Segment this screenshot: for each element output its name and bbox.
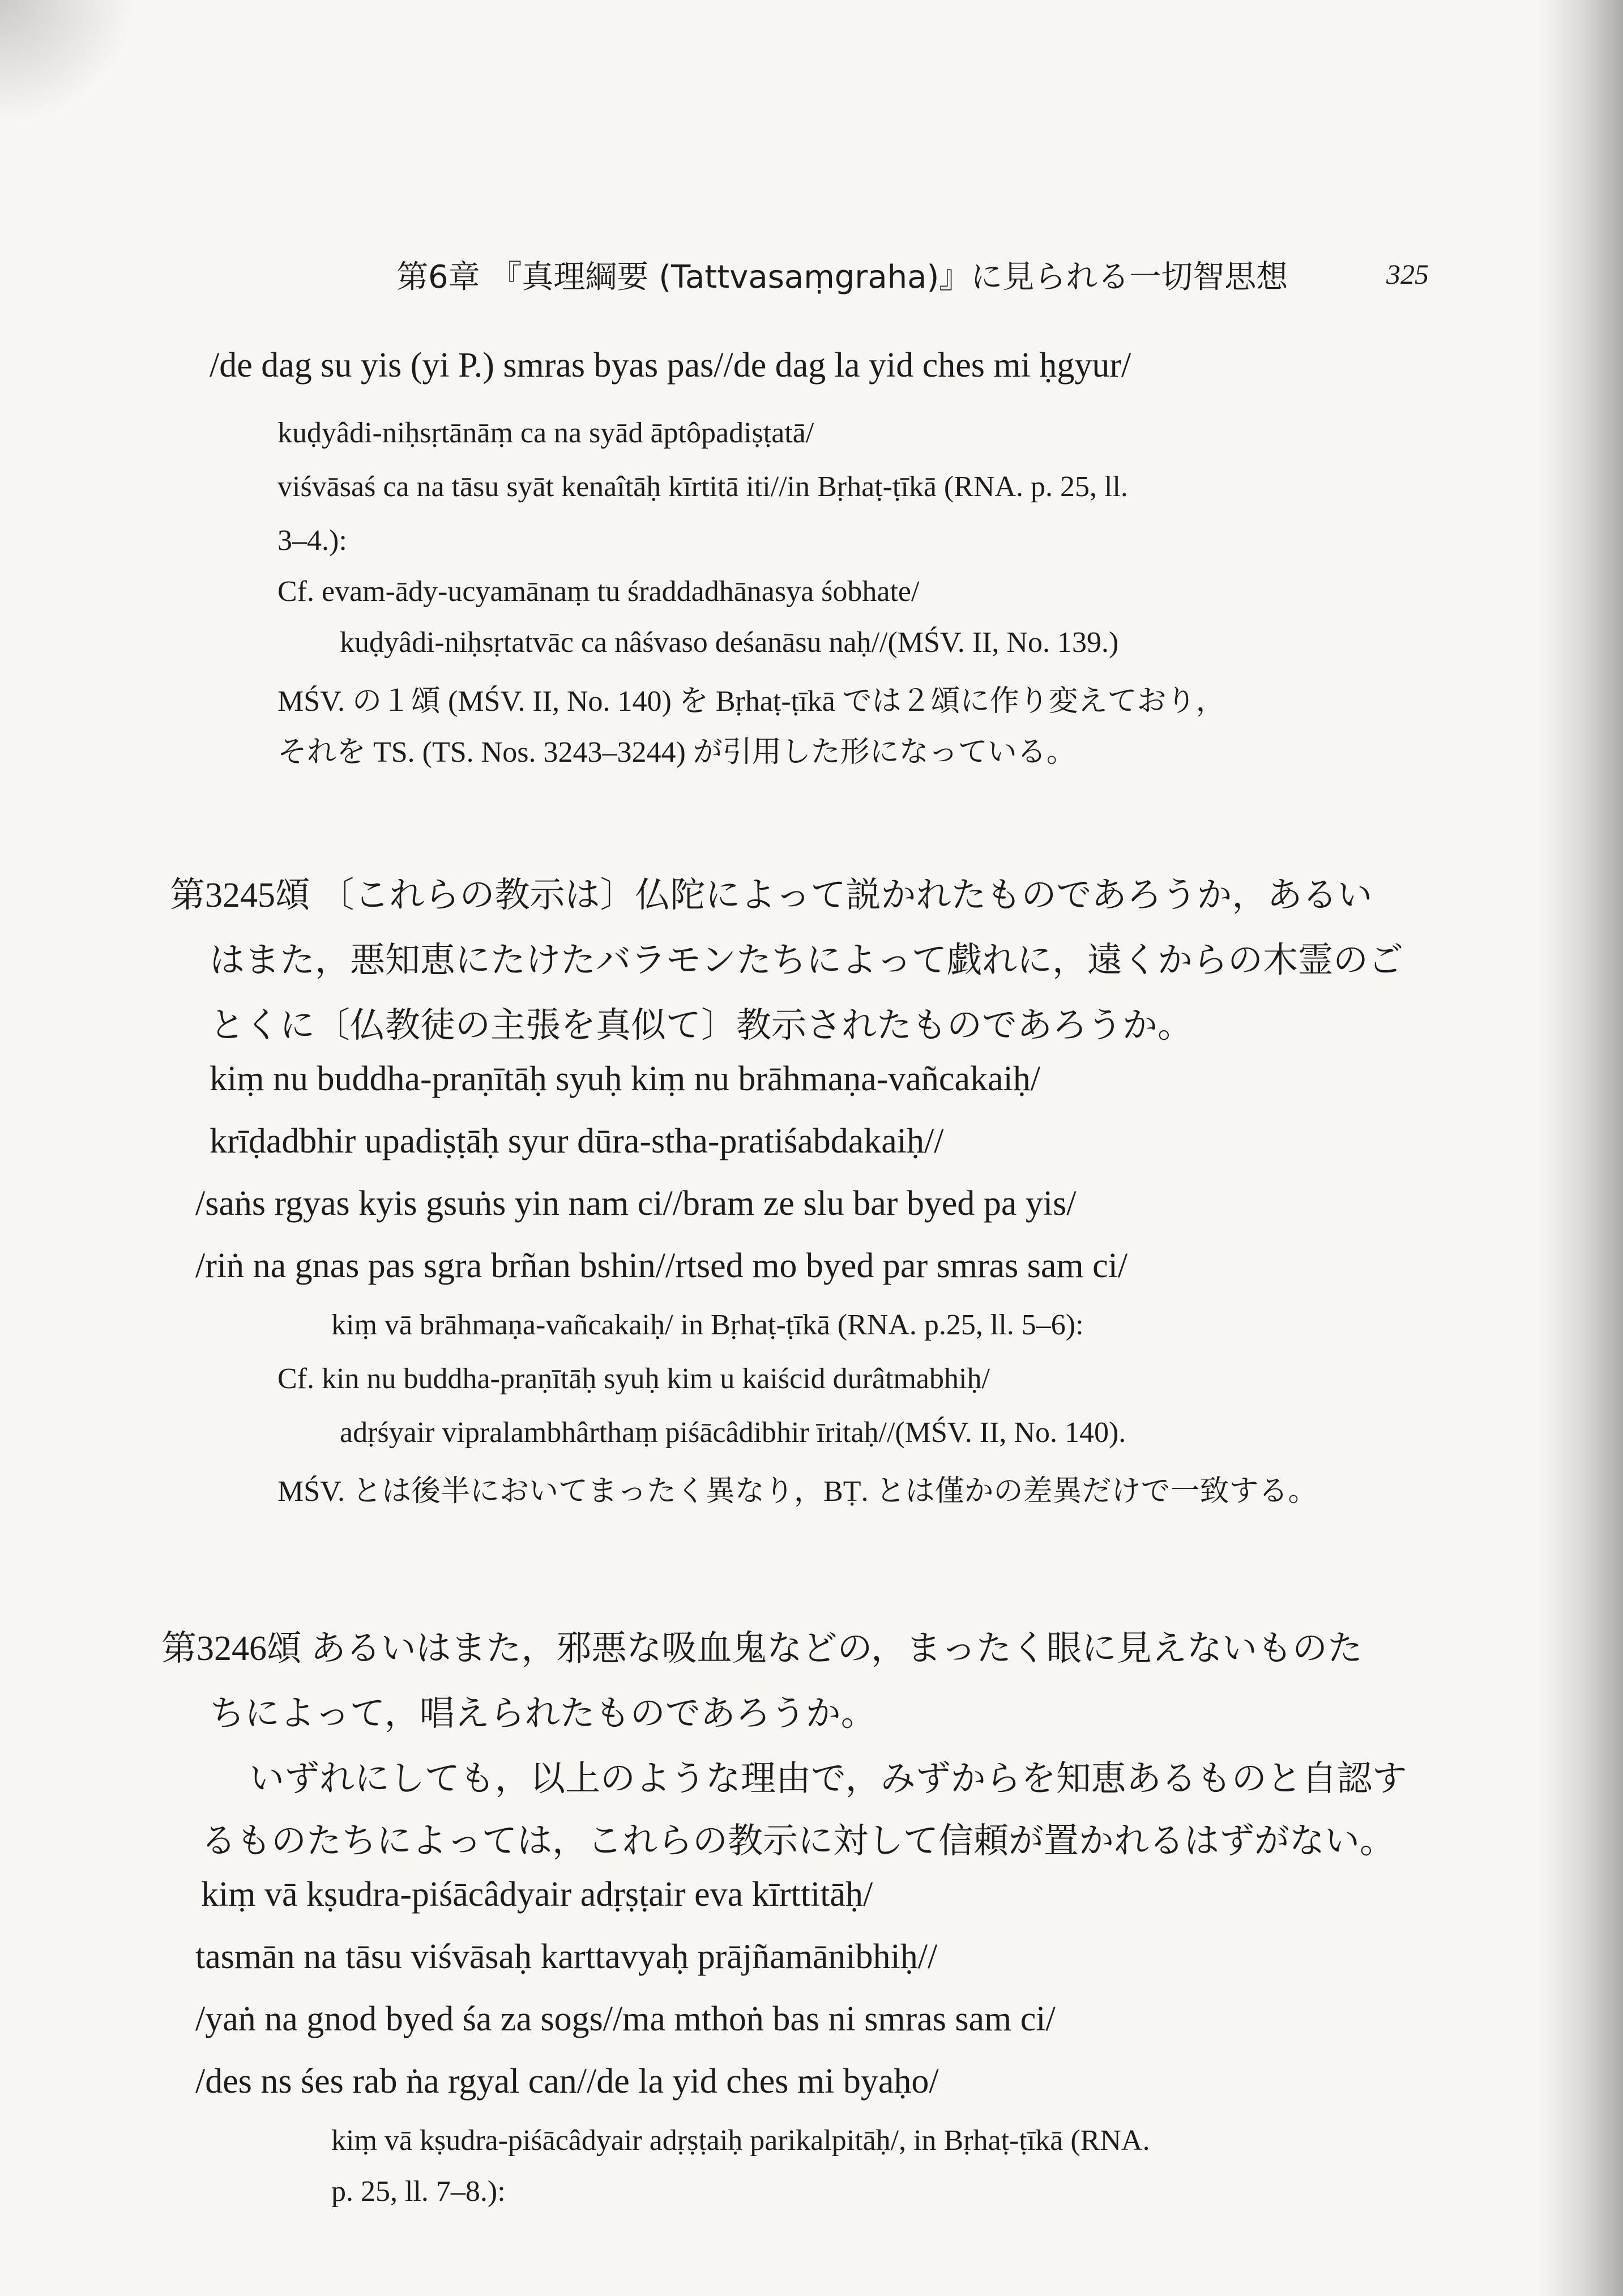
text-line: とくに〔仏教徒の主張を真似て〕教示されたものであろうか。 [210,1006,1193,1045]
text-line: kiṃ nu buddha-praṇītāḥ syuḥ kiṃ nu brāhmaṇa-vañcakaiḥ/ [210,1060,1040,1098]
page-number: 325 [1386,258,1429,290]
text-line: kuḍyâdi-niḥsṛtatvāc ca nâśvaso deśanāsu naḥ//(MŚV. II, No. 139.) [340,626,1119,659]
text-line: それを TS. (TS. Nos. 3243–3244) が引用した形になっている。 [277,736,1076,769]
text-line: MŚV. の１頌 (MŚV. II, No. 140) を Bṛhaṭ-ṭīkā では２頌に作り変えており， [277,685,1225,718]
text-line: /yaṅ na gnod byed śa za sogs//ma mthoṅ bas ni smras sam ci/ [195,2000,1056,2038]
text-line: p. 25, ll. 7–8.): [331,2175,506,2208]
text-line: Cf. evam-ādy-ucyamānaṃ tu śraddadhānasya śobhate/ [277,575,920,608]
running-header: 第6章 『真理綱要 (Tattvasaṃgraha)』に見られる一切智思想 [396,259,1288,296]
text-line: /riṅ na gnas pas sgra brñan bshin//rtsed mo byed par smras sam ci/ [195,1247,1128,1285]
text-line: Cf. kin nu buddha-praṇītāḥ syuḥ kim u kaiścid durâtmabhiḥ/ [277,1363,990,1395]
text-line: /de dag su yis (yi P.) smras byas pas//de dag la yid ches mi ḥgyur/ [210,346,1131,385]
text-line: MŚV. とは後半においてまったく異なり，BṬ. とは僅かの差異だけで一致する。 [277,1475,1318,1508]
text-line: ちによって，唱えられたものであろうか。 [210,1695,876,1733]
text-line: kiṃ vā brāhmaṇa-vañcakaiḥ/ in Bṛhaṭ-ṭīkā (RNA. p.25, ll. 5–6): [331,1309,1084,1341]
text-line: るものたちによっては，これらの教示に対して信頼が置かれるはずがない。 [201,1822,1395,1860]
text-line: 第3245頌 〔これらの教示は〕仏陀によって説かれたものであろうか，あるい [170,876,1373,915]
text-line: /des ns śes rab ṅa rgyal can//de la yid ches mi byaḥo/ [195,2062,939,2101]
text-line: 3–4.): [277,524,347,557]
text-line: /saṅs rgyas kyis gsuṅs yin nam ci//bram ze slu bar byed pa yis/ [195,1184,1077,1223]
text-line: kuḍyâdi-niḥsṛtānāṃ ca na syād āptôpadiṣṭatā/ [277,417,814,449]
text-line: kiṃ vā kṣudra-piśācâdyair adṛṣṭair eva kīrttitāḥ/ [201,1875,873,1914]
text-line: krīḍadbhir upadiṣṭāḥ syur dūra-stha-pratiśabdakaiḥ// [210,1122,944,1160]
text-line: tasmān na tāsu viśvāsaḥ karttavyaḥ prājñamānibhiḥ// [195,1937,938,1976]
text-line: はまた，悪知恵にたけたバラモンたちによって戯れに，遠くからの木霊のご [210,941,1404,980]
text-line: adṛśyair vipralambhârthaṃ piśācâdibhir īritaḥ//(MŚV. II, No. 140). [340,1416,1126,1449]
text-line: viśvāsaś ca na tāsu syāt kenaîtāḥ kīrtitā iti//in Bṛhaṭ-ṭīkā (RNA. p. 25, ll. [277,471,1128,503]
text-line: いずれにしても，以上のような理由で，みずからを知恵あるものと自認す [249,1760,1407,1798]
text-line: kiṃ vā kṣudra-piśācâdyair adṛṣṭaiḥ parikalpitāḥ/, in Bṛhaṭ-ṭīkā (RNA. [331,2124,1150,2157]
text-line: 第3246頌 あるいはまた，邪悪な吸血鬼などの，まったく眼に見えないものた [161,1629,1363,1668]
